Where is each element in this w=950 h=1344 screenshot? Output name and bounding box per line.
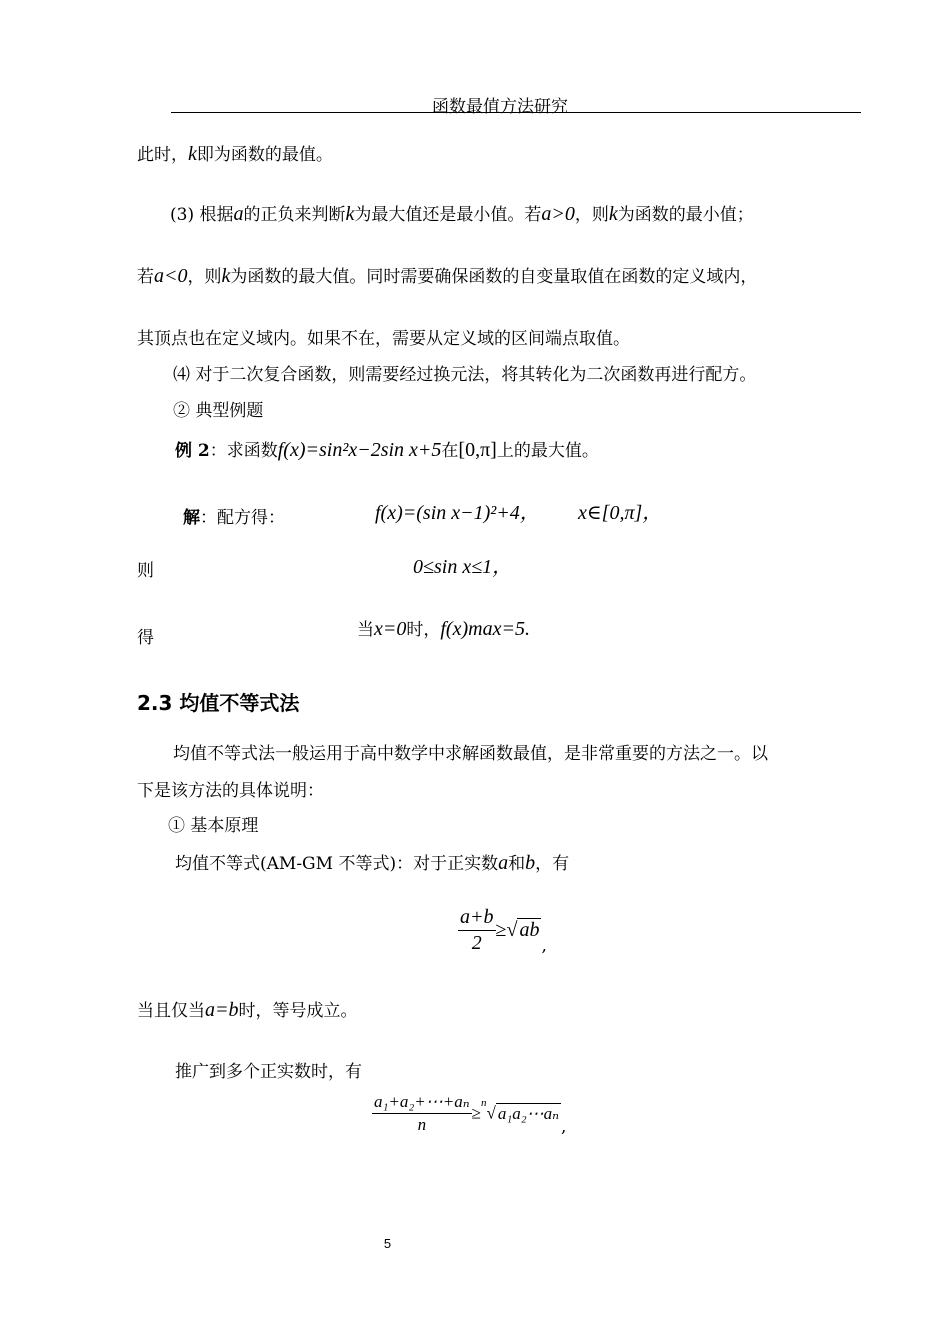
paragraph-vertex: 其顶点也在定义域内。如果不在，需要从定义域的区间端点取值。: [137, 329, 630, 349]
root-index: n: [480, 1097, 487, 1109]
var-k: k: [608, 203, 618, 225]
denominator: n: [417, 1115, 427, 1134]
solution-label: [183, 503, 285, 528]
example-2: [175, 436, 599, 462]
text: ，则: [187, 267, 222, 287]
sin-range-formula: 0≤sin x≤1，: [413, 556, 513, 578]
fraction: [372, 1092, 472, 1135]
text: 当且仅当: [137, 1001, 205, 1021]
numerator: a₁+a₂+⋯+aₙ: [372, 1092, 472, 1114]
text: 时，: [406, 620, 441, 640]
condition: a<0: [154, 265, 188, 287]
function-formula: f(x)=sin²x−2sin x+5: [277, 439, 442, 461]
paragraph-step3: [170, 200, 754, 226]
condition: a=b: [205, 999, 239, 1021]
radicand: a₁a₂⋯aₙ: [497, 1103, 560, 1123]
equality-condition: [137, 996, 358, 1022]
example-label: 例 2: [175, 441, 210, 461]
page-number: 5: [383, 1236, 392, 1251]
header-rule: [171, 112, 861, 113]
fraction: [458, 906, 496, 955]
solution-bold: 解: [183, 508, 200, 528]
text: 为最大值还是最小值。若: [354, 205, 542, 225]
radicand: ab: [519, 919, 540, 941]
root-sign: √: [486, 1103, 496, 1123]
max-result: f(x)max=5.: [440, 618, 530, 640]
amgm-formula: [458, 906, 547, 955]
text: ，则: [574, 205, 609, 225]
running-header: 函数最值方法研究: [432, 97, 568, 117]
denominator: 2: [471, 932, 482, 954]
completed-square-formula: f(x)=(sin x−1)²+4，: [375, 502, 540, 524]
get-label: 得: [137, 628, 154, 648]
text: 即为函数的最值。: [196, 145, 333, 165]
intro-line-2: 下是该方法的具体说明：: [137, 781, 324, 801]
text: ：配方得：: [200, 508, 285, 528]
subheading-examples: ② 典型例题: [173, 401, 264, 421]
geq-sign: ≥: [495, 919, 507, 941]
text: ：求函数: [209, 441, 278, 461]
comma: ,: [561, 1117, 567, 1137]
text: 为函数的最小值；: [617, 205, 754, 225]
sqrt-sign: √: [506, 919, 518, 941]
var-k: k: [188, 143, 197, 165]
text: 为函数的最大值。同时需要确保函数的自变量取值在函数的定义域内，: [230, 267, 758, 287]
max-value-line: [357, 615, 530, 641]
intro-line-1: 均值不等式法一般运用于高中数学中求解函数最值，是非常重要的方法之一。以: [173, 744, 768, 764]
text: 此时，: [137, 145, 188, 165]
generalization-text: 推广到多个正实数时，有: [175, 1062, 362, 1082]
text: 均值不等式(AM-GM 不等式)：对于正实数: [175, 854, 499, 874]
var-k: k: [221, 265, 231, 287]
geq-sign: ≥: [471, 1103, 481, 1123]
condition: x=0: [374, 618, 407, 640]
text: 在: [441, 441, 459, 461]
text: ，有: [535, 854, 570, 874]
text: 当: [357, 620, 374, 640]
var-a: a: [498, 852, 509, 874]
subheading-principle: ① 基本原理: [168, 816, 259, 836]
var-a: a: [233, 203, 244, 225]
domain-formula: x∈[0,π]，: [578, 502, 663, 524]
paragraph-step4: ⑷ 对于二次复合函数，则需要经过换元法，将其转化为二次函数再进行配方。: [173, 365, 757, 385]
paragraph-step3-cont: [137, 262, 757, 288]
text: 时，等号成立。: [238, 1001, 358, 1021]
text: 上的最大值。: [496, 441, 599, 461]
text: 的正负来判断: [243, 205, 346, 225]
condition: a>0: [541, 203, 575, 225]
text: 和: [508, 854, 526, 874]
text: 若: [137, 267, 154, 287]
paragraph-result: [137, 140, 333, 166]
amgm-statement: [175, 849, 569, 875]
general-amgm-formula: [372, 1092, 566, 1135]
numerator: a+b: [458, 906, 496, 931]
var-b: b: [525, 852, 536, 874]
comma: ,: [541, 936, 547, 956]
text: (3) 根据: [170, 205, 234, 225]
section-title: 2.3 均值不等式法: [137, 691, 300, 715]
interval: [0,π]: [458, 439, 497, 461]
var-k: k: [345, 203, 355, 225]
then-label: 则: [137, 561, 154, 581]
